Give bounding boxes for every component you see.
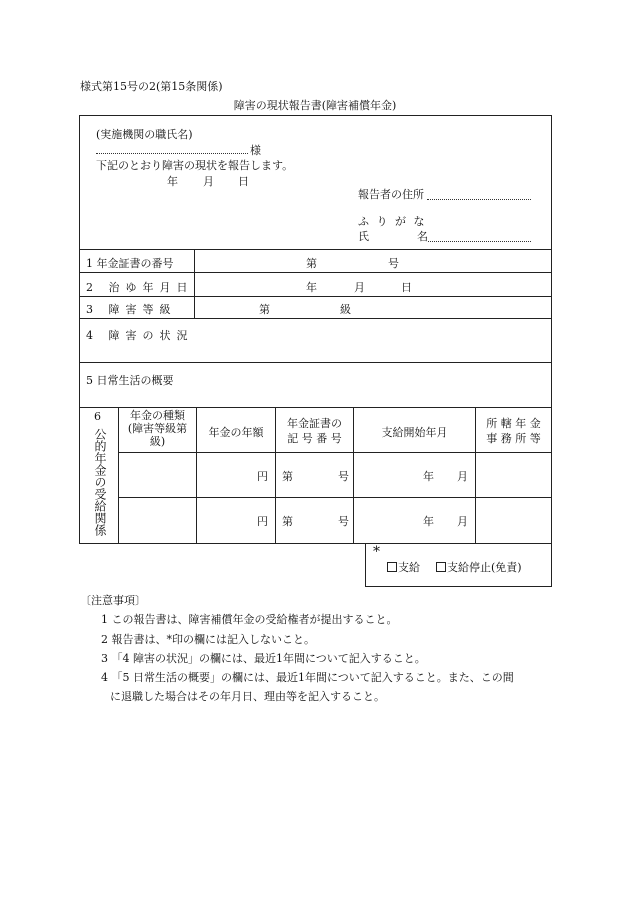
option-pay-label: 支給 — [398, 561, 420, 574]
grade-field[interactable] — [195, 297, 551, 318]
daily-life-field[interactable] — [80, 386, 551, 406]
col-certificate-line1: 年金証書の — [287, 417, 342, 430]
grade-label: 3 障害等級 — [86, 303, 177, 316]
note-item-1: 1 この報告書は、障害補償年金の受給権者が提出すること。 — [101, 613, 398, 626]
option-stop-label: 支給停止(免責) — [447, 561, 522, 574]
document-title: 障害の現状報告書(障害補償年金) — [233, 99, 397, 112]
reporter-address-label: 報告者の住所 — [358, 188, 424, 201]
grade-kyu: 級 — [340, 303, 351, 316]
section6-number: 6 — [94, 410, 101, 423]
row1-pension-type-field[interactable] — [119, 453, 196, 497]
row-divider — [79, 318, 552, 319]
col-annual-amount-header: 年金の年額 — [208, 426, 264, 439]
section6-label: 公的年金の受給関係 — [93, 428, 107, 536]
row1-dai: 第 — [282, 470, 293, 483]
col-office-line1: 所 轄 年 金 — [486, 417, 541, 430]
option-pay[interactable] — [387, 559, 420, 575]
col-pension-type-line2: (障害等級第 — [127, 422, 188, 435]
col-office-line2: 事 務 所 等 — [486, 432, 541, 445]
row1-year: 年 — [423, 470, 434, 483]
furigana-label: ふ り が な — [358, 215, 427, 228]
note-item-3: 3 「4 障害の状況」の欄には、最近1年間について記入すること。 — [101, 652, 426, 665]
note-item-4: 4 「5 日常生活の概要」の欄には、最近1年間について記入すること。また、この間 — [101, 671, 514, 684]
col-certificate-line2: 記 号 番 号 — [287, 432, 342, 445]
row2-office-field[interactable] — [476, 498, 551, 543]
date-year: 年 — [167, 175, 178, 188]
stop-checkbox[interactable] — [436, 562, 446, 572]
col-pension-type-header — [119, 409, 196, 448]
row2-dai: 第 — [282, 515, 293, 528]
date-day: 日 — [238, 175, 249, 188]
pension-number-dai: 第 — [306, 257, 317, 270]
cure-month: 月 — [354, 281, 365, 294]
row2-pension-type-field[interactable] — [119, 498, 196, 543]
row1-go: 号 — [338, 470, 349, 483]
row1-month: 月 — [457, 470, 468, 483]
office-use-asterisk: * — [373, 544, 380, 560]
address-dotted-line[interactable] — [427, 198, 531, 200]
col-pension-type-line1: 年金の種類 — [130, 409, 185, 422]
institution-dotted-line[interactable] — [96, 152, 248, 154]
row2-month: 月 — [457, 515, 468, 528]
cure-year: 年 — [306, 281, 317, 294]
name-dotted-line[interactable] — [428, 240, 531, 242]
pension-number-label: 1 年金証書の番号 — [86, 257, 174, 270]
form-id: 様式第15号の2(第15条関係) — [80, 80, 223, 93]
row2-yen: 円 — [257, 515, 268, 528]
row1-yen: 円 — [257, 470, 268, 483]
row2-go: 号 — [338, 515, 349, 528]
pay-checkbox[interactable] — [387, 562, 397, 572]
row-divider — [79, 362, 552, 363]
cure-day: 日 — [401, 281, 412, 294]
daily-life-label: 5 日常生活の概要 — [86, 374, 174, 387]
option-stop[interactable] — [436, 559, 522, 575]
row1-office-field[interactable] — [476, 453, 551, 497]
row-divider — [79, 407, 552, 408]
row2-year: 年 — [423, 515, 434, 528]
sama-label: 様 — [250, 144, 261, 157]
date-month: 月 — [203, 175, 214, 188]
status-field[interactable] — [80, 340, 551, 362]
grade-dai: 第 — [259, 303, 270, 316]
pension-number-go: 号 — [388, 257, 399, 270]
cure-date-field[interactable] — [195, 273, 551, 296]
pension-number-field[interactable] — [195, 250, 551, 272]
report-statement: 下記のとおり障害の現状を報告します。 — [96, 159, 294, 172]
col-office-header — [476, 416, 551, 446]
name-label-shi: 氏 — [358, 230, 369, 243]
cure-date-label: 2 治ゆ年月日 — [86, 281, 194, 294]
col-certificate-number-header — [276, 416, 353, 446]
notes-heading: 〔注意事項〕 — [80, 594, 146, 607]
col-pension-type-line3: 級) — [149, 435, 166, 448]
note-item-4-cont: に退職した場合はその年月日、理由等を記入すること。 — [110, 690, 385, 703]
institution-label: (実施機関の職氏名) — [96, 128, 193, 141]
note-item-2: 2 報告書は、*印の欄には記入しないこと。 — [101, 633, 315, 646]
status-label: 4 障害の状況 — [86, 329, 194, 342]
name-label-mei: 名 — [417, 230, 428, 243]
col-start-date-header: 支給開始年月 — [381, 426, 448, 439]
